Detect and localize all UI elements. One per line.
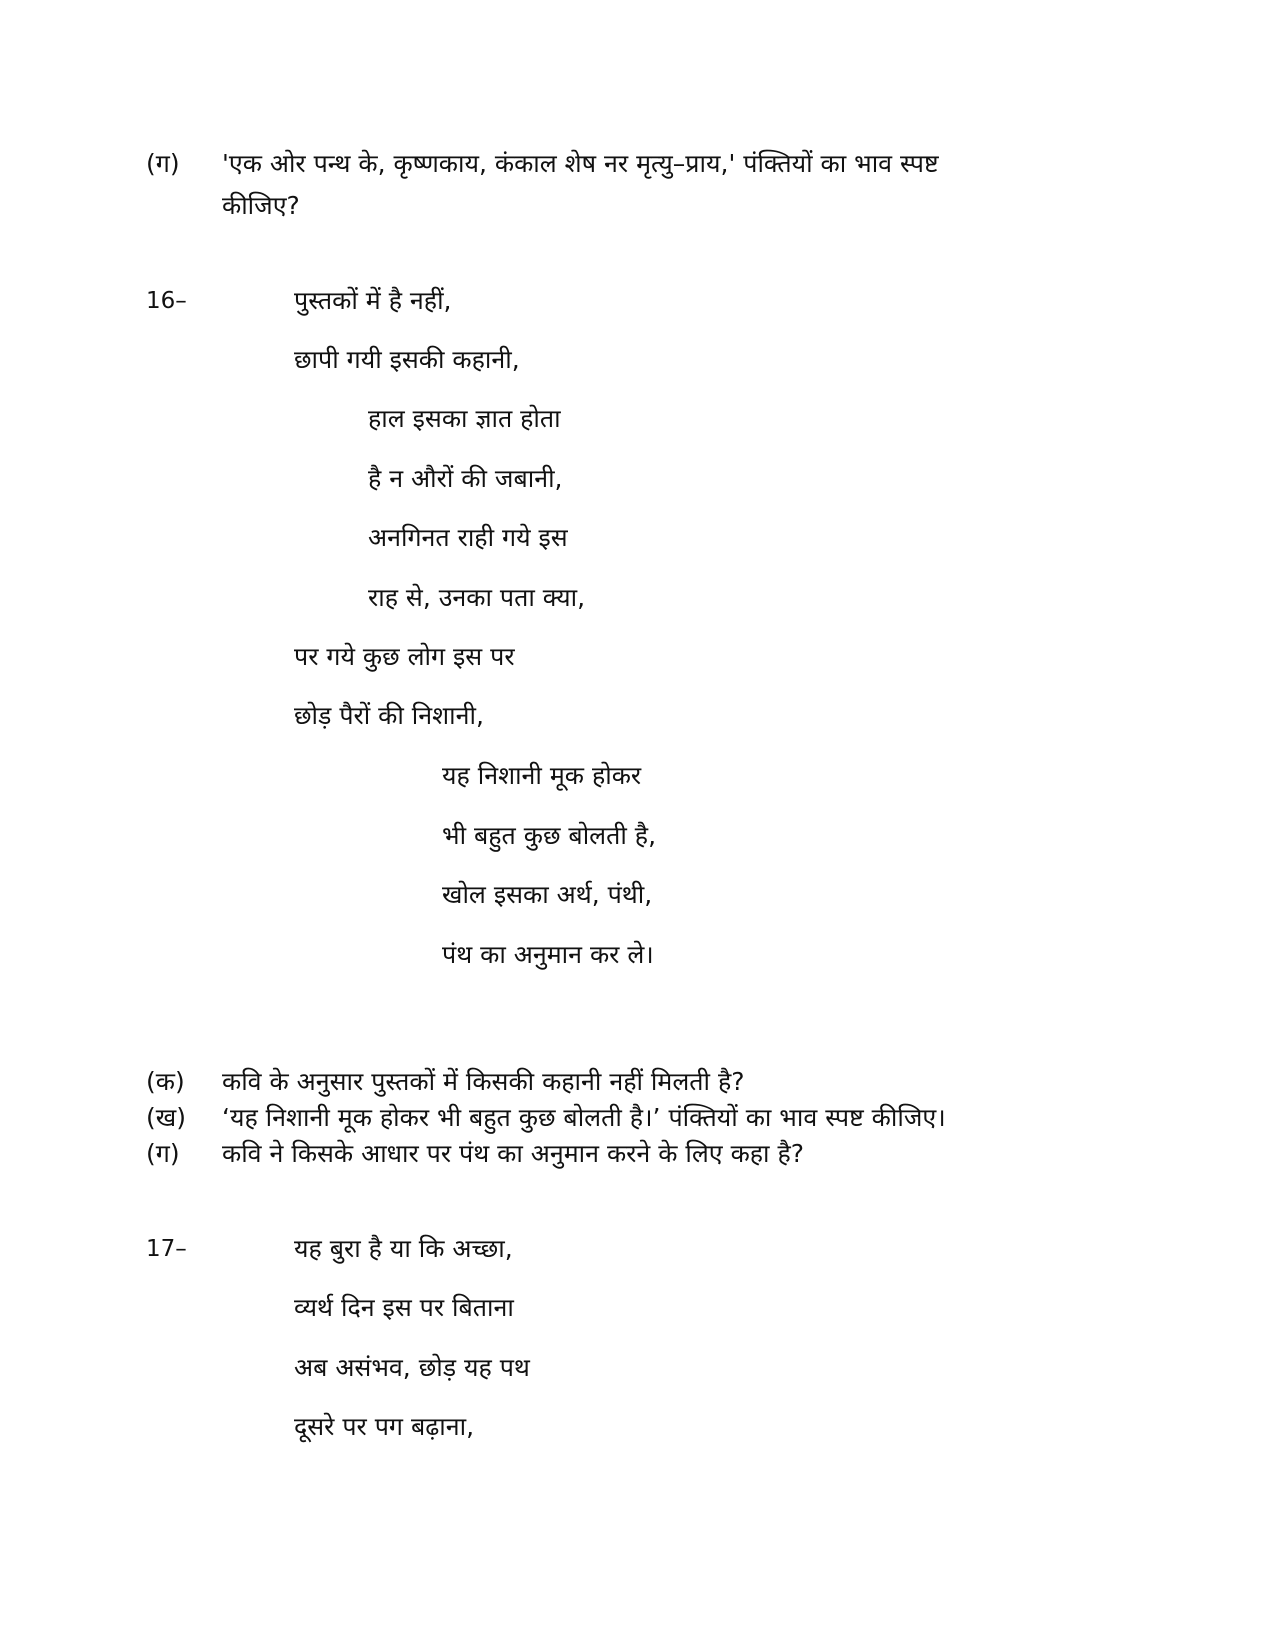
q17-poem-line: दूसरे पर पग बढ़ाना, xyxy=(294,1412,475,1441)
q16-poem-line: यह निशानी मूक होकर xyxy=(442,761,642,790)
q16-poem-line: अनगिनत राही गये इस xyxy=(368,523,568,552)
q16-sub-question-kh: ‘यह निशानी मूक होकर भी बहुत कुछ बोलती है।’ पंक्तियों का भाव स्पष्ट कीजिए। xyxy=(222,1103,946,1132)
q16-sub-question-g: कवि ने किसके आधार पर पंथ का अनुमान करने के लिए कहा है? xyxy=(222,1139,805,1168)
q16-sub-marker-kh: (ख) xyxy=(146,1103,186,1132)
q17-poem-line: यह बुरा है या कि अच्छा, xyxy=(294,1234,513,1263)
q16-poem-line: भी बहुत कुछ बोलती है, xyxy=(442,821,657,850)
q16-poem-line: छोड़ पैरों की निशानी, xyxy=(294,701,484,730)
q16-poem-line: पर गये कुछ लोग इस पर xyxy=(294,642,515,671)
q16-sub-question-k: कवि के अनुसार पुस्तकों में किसकी कहानी नहीं मिलती है? xyxy=(222,1067,745,1096)
q15-g-marker: (ग) xyxy=(146,149,180,178)
q15-g-text-line1: 'एक ओर पन्थ के, कृष्णकाय, कंकाल शेष नर मृत्यु–प्राय,' पंक्तियों का भाव स्पष्ट xyxy=(222,149,939,178)
q17-poem-line: व्यर्थ दिन इस पर बिताना xyxy=(294,1293,514,1322)
q17-number: 17– xyxy=(146,1236,187,1262)
q16-poem-line: पुस्तकों में है नहीं, xyxy=(294,286,452,315)
q16-poem-line: है न औरों की जबानी, xyxy=(368,464,563,493)
q16-poem-line: खोल इसका अर्थ, पंथी, xyxy=(442,880,653,909)
q17-poem-line: अब असंभव, छोड़ यह पथ xyxy=(294,1353,530,1382)
q16-poem-line: छापी गयी इसकी कहानी, xyxy=(294,345,520,374)
q16-poem-line: पंथ का अनुमान कर ले। xyxy=(442,940,654,969)
q15-g-text-line2: कीजिए? xyxy=(222,191,300,220)
q16-number: 16– xyxy=(146,288,187,314)
q16-sub-marker-k: (क) xyxy=(146,1067,185,1096)
q16-sub-marker-g: (ग) xyxy=(146,1139,180,1168)
q16-poem-line: राह से, उनका पता क्या, xyxy=(368,583,586,612)
q16-poem-line: हाल इसका ज्ञात होता xyxy=(368,404,561,433)
